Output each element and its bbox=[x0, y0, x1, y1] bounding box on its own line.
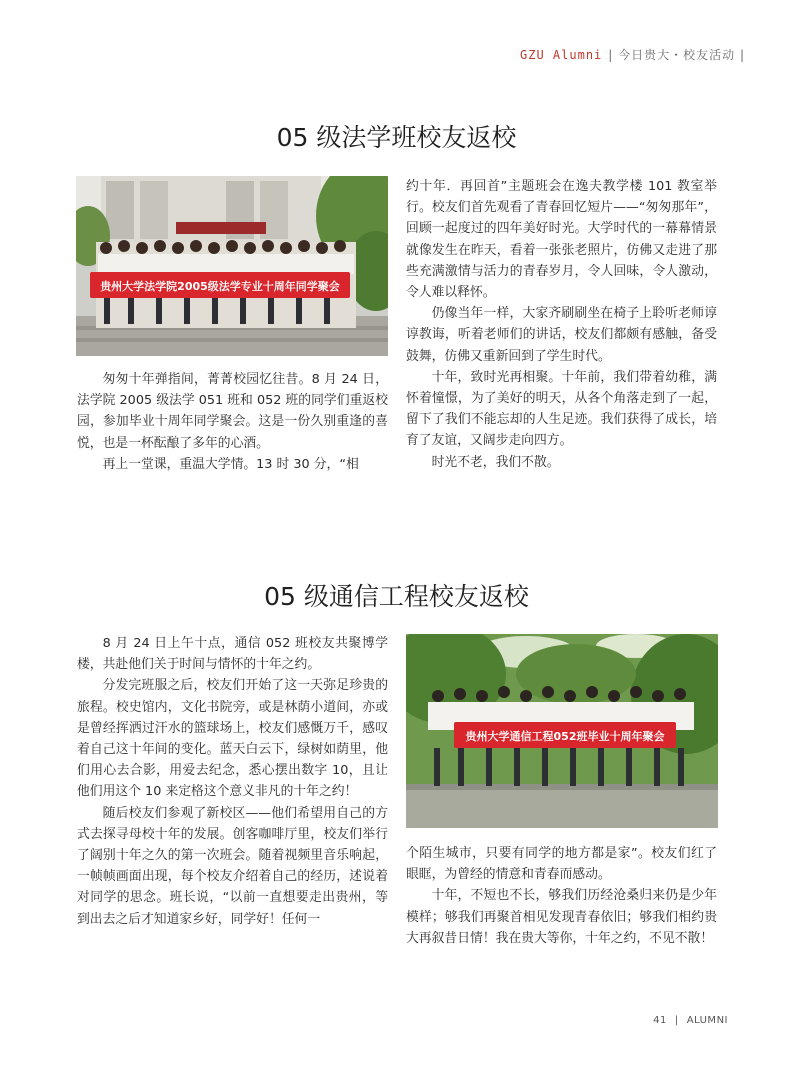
page-number: 41 bbox=[653, 1015, 667, 1026]
article2-banner-text: 贵州大学通信工程052班毕业十周年聚会 bbox=[465, 730, 665, 743]
article2-left-column bbox=[77, 633, 388, 930]
article1-left-column bbox=[77, 369, 388, 475]
article1-left-paragraph: 再上一堂课，重温大学情。13 时 30 分，“相 bbox=[102, 456, 359, 472]
article1-right-column bbox=[406, 176, 717, 473]
article2-right-paragraph: 个陌生城市，只要有同学的地方都是家”。校友们红了眼眶，为曾经的情意和青春而感动。 bbox=[406, 846, 717, 883]
page-footer bbox=[653, 1015, 728, 1026]
page-header bbox=[520, 46, 745, 63]
article1-right-paragraph: 时光不老，我们不散。 bbox=[431, 454, 560, 470]
article2-left-paragraph: 8 月 24 日上午十点，通信 052 班校友共聚博学楼，共赴他们关于时间与情怀的十年之约。 bbox=[77, 636, 388, 673]
article2-left-paragraph: 分发完班服之后，校友们开始了这一天弥足珍贵的旅程。校史馆内，文化书院旁，或是林荫小道间，亦或是曾经挥洒过汗水的篮球场上，校友们感慨万千，感叹着自己这十年间的变化。蓝天白云下，绿树如荫里，他们用心去合影，用爱去纪念，悉心摆出数字 10，且让他们用这个 10 来定格这个意义非凡的十年之约！ bbox=[77, 678, 388, 800]
footer-divider: | bbox=[674, 1015, 679, 1026]
article1-photo bbox=[76, 176, 388, 356]
article1-left-paragraph: 匆匆十年弹指间，菁菁校园忆往昔。8 月 24 日，法学院 2005 级法学 051 班和 052 班的同学们重返校园，参加毕业十周年同学聚会。这是一份久别重逢的喜悦，也是一杯酝酿了多年的心酒。 bbox=[77, 372, 388, 451]
article1-right-paragraph: 十年，致时光再相聚。十年前，我们带着幼稚，满怀着憧憬，为了美好的明天，从各个角落走到了一起，留下了我们不能忘却的人生足迹。我们获得了成长，培育了友谊，又阔步走向四方。 bbox=[406, 369, 717, 449]
article1-right-paragraph: 仍像当年一样，大家齐刷刷坐在椅子上聆听老师谆谆教诲，听着老师们的讲话，校友们都颇有感触，备受鼓舞，仿佛又重新回到了学生时代。 bbox=[406, 306, 717, 364]
article2-right-column bbox=[406, 843, 717, 949]
article1-right-paragraph: 约十年．再回首”主题班会在逸夫教学楼 101 教室举行。校友们首先观看了青春回忆短片——“匆匆那年”，回顾一起度过的四年美好时光。大学时代的一幕幕情景就像发生在昨天，看着一张张老照片，仿佛又走进了那些充满激情与活力的青春岁月，令人回味，令人激动，令人难以释怀。 bbox=[406, 179, 717, 301]
article2-left-paragraph: 随后校友们参观了新校区——他们希望用自己的方式去探寻母校十年的发展。创客咖啡厅里，校友们举行了阔别十年之久的第一次班会。随着视频里音乐响起，一帧帧画面出现，每个校友介绍着自己的经历，述说着对同学的思念。班长说，“以前一直想要走出贵州，等到出去之后才知道家乡好，同学好！任何一 bbox=[77, 805, 388, 927]
magazine-brand: GZU Alumni bbox=[520, 47, 603, 62]
article2-title: 05 级通信工程校友返校 bbox=[264, 582, 529, 611]
article2-photo bbox=[406, 634, 718, 828]
section-label: | 今日贵大・校友活动 | bbox=[608, 48, 745, 62]
article2-right-paragraph: 十年，不短也不长，够我们历经沧桑归来仍是少年模样；够我们再聚首相见发现青春依旧；够我们相约贵大再叙昔日情！我在贵大等你，十年之约，不见不散！ bbox=[406, 888, 717, 946]
article1-banner-text: 贵州大学法学院2005级法学专业十周年同学聚会 bbox=[100, 280, 340, 293]
magazine-name: ALUMNI bbox=[686, 1015, 728, 1026]
article1-title: 05 级法学班校友返校 bbox=[276, 123, 517, 152]
